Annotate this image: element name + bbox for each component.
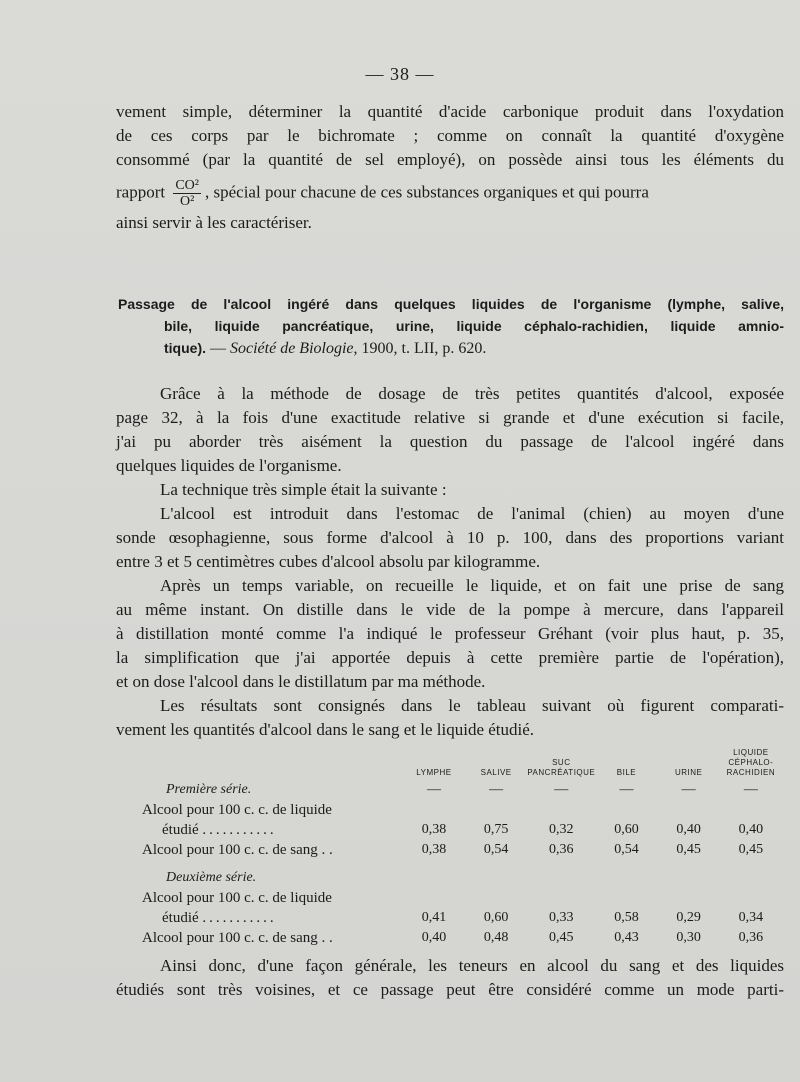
reference-details: , 1900, t. LII, p. 620. <box>353 340 487 357</box>
row-label: Alcool pour 100 c. c. de liquide <box>142 802 332 818</box>
fraction-denominator: O² <box>180 194 195 209</box>
text-line: Ainsi donc, d'une façon générale, les teneurs en alcool du sang et des liquides <box>160 956 784 975</box>
heading-line: Passage de l'alcool ingéré dans quelques liquides de l'organisme (lymphe, salive, <box>118 296 784 312</box>
header-liquide-cephalo-rachidien: LIQUIDE CÉPHALO-RACHIDIEN <box>726 748 776 777</box>
rapport-line <box>116 178 784 209</box>
table-cell: 0,43 <box>614 930 639 945</box>
text-line: vement les quantités d'alcool dans le sang et le liquide étudié. <box>116 720 535 739</box>
dash: — <box>554 782 569 797</box>
table-cell: 0,60 <box>483 910 509 925</box>
heading-line: tique). <box>164 340 206 356</box>
text-line: consommé (par la quantité de sel employé), on possède ainsi tous les éléments du <box>116 150 784 169</box>
text-line: à distillation monté comme l'a indiqué le professeur Gréhant (voir plus haut, p. 35, <box>116 624 784 643</box>
table-cell: 0,75 <box>483 822 509 837</box>
results-table <box>142 748 782 948</box>
table-cell: 0,58 <box>614 910 639 925</box>
body-text <box>116 382 784 742</box>
table-header-row <box>142 748 782 780</box>
header-suc-pancreatique: SUC PANCRÉATIQUE <box>527 758 596 777</box>
row-label: Alcool pour 100 c. c. de sang . . <box>142 930 333 946</box>
dash: — <box>681 782 696 797</box>
text-line: la simplification que j'ai apportée depuis à cette première partie de l'opération), <box>116 648 784 667</box>
table-cell: 0,36 <box>549 842 574 857</box>
table-cell: 0,34 <box>738 910 764 925</box>
header-urine: URINE <box>674 768 703 777</box>
text-line: étudiés sont très voisines, et ce passage peut être considéré comme un mode parti- <box>116 980 784 999</box>
table-cell: 0,32 <box>549 822 574 837</box>
article-heading <box>118 293 784 360</box>
table-cell: 0,45 <box>549 930 574 945</box>
table-cell: 0,41 <box>421 910 447 925</box>
co2-o2-fraction <box>173 178 201 209</box>
text-line: ainsi servir à les caractériser. <box>116 213 312 232</box>
text-line: et on dose l'alcool dans le distillatum par ma méthode. <box>116 672 486 691</box>
text-line: vement simple, déterminer la quantité d'acide carbonique produit dans l'oxydation <box>116 102 784 121</box>
table-row <box>142 820 782 840</box>
row-label: Alcool pour 100 c. c. de liquide <box>142 890 332 906</box>
reference-separator: — <box>206 340 230 357</box>
table-cell: 0,33 <box>549 910 574 925</box>
table-cell: 0,29 <box>676 910 701 925</box>
table-row <box>142 888 782 908</box>
table-cell: 0,45 <box>676 842 701 857</box>
table-cell: 0,40 <box>421 930 447 945</box>
heading-line: bile, liquide pancréatique, urine, liquide céphalo-rachidien, liquide amnio- <box>164 318 784 334</box>
series-title: Première série. <box>166 782 252 797</box>
table-cell: 0,30 <box>676 930 701 945</box>
row-label: étudié ........... <box>162 822 277 838</box>
table-cell: 0,40 <box>676 822 701 837</box>
table-cell: 0,54 <box>483 842 509 857</box>
row-label: Alcool pour 100 c. c. de sang . . <box>142 842 333 858</box>
rapport-continuation: , spécial pour chacune de ces substances organiques et qui pourra <box>205 182 649 202</box>
dash: — <box>426 782 441 797</box>
dash: — <box>489 782 504 797</box>
table-cell: 0,54 <box>614 842 639 857</box>
journal-name: Société de Biologie <box>230 340 354 357</box>
table-cell: 0,40 <box>738 822 764 837</box>
row-label: étudié ........... <box>162 910 277 926</box>
text-line: page 32, à la fois d'une exactitude relative si grande et d'une exécution si facile, <box>116 408 784 427</box>
table-row <box>142 840 782 860</box>
table-row <box>142 928 782 948</box>
table-cell: 0,36 <box>738 930 764 945</box>
header-bile: BILE <box>616 768 637 777</box>
text-line: quelques liquides de l'organisme. <box>116 456 342 475</box>
dash: — <box>743 782 758 797</box>
text-line: sonde œsophagienne, sous forme d'alcool à 10 p. 100, dans des proportions variant <box>116 528 784 547</box>
dash: — <box>619 782 634 797</box>
table-cell: 0,38 <box>421 822 447 837</box>
text-line: L'alcool est introduit dans l'estomac de l'animal (chien) au moyen d'une <box>160 504 784 523</box>
text-line: au même instant. On distille dans le vide de la pompe à mercure, dans l'appareil <box>116 600 784 619</box>
intro-paragraph <box>116 100 784 235</box>
text-line: de ces corps par le bichromate ; comme on connaît la quantité d'oxygène <box>116 126 784 145</box>
fraction-numerator: CO² <box>175 178 199 193</box>
text-line: j'ai pu aborder très aisément la question du passage de l'alcool ingéré dans <box>116 432 784 451</box>
conclusion-paragraph <box>116 954 784 1002</box>
table-row <box>142 908 782 928</box>
header-salive: SALIVE <box>480 768 512 777</box>
text-line: Grâce à la méthode de dosage de très petites quantités d'alcool, exposée <box>160 384 784 403</box>
header-lymphe: LYMPHE <box>416 768 452 777</box>
table-cell: 0,38 <box>421 842 447 857</box>
table-row <box>142 800 782 820</box>
series-title: Deuxième série. <box>166 870 257 885</box>
rapport-word: rapport <box>116 182 166 202</box>
series-title-row <box>142 780 782 800</box>
table-cell: 0,60 <box>614 822 639 837</box>
table-cell: 0,45 <box>738 842 764 857</box>
text-line: entre 3 et 5 centimètres cubes d'alcool absolu par kilogramme. <box>116 552 541 571</box>
text-line: Les résultats sont consignés dans le tableau suivant où figurent comparati- <box>160 696 784 715</box>
text-line: Après un temps variable, on recueille le liquide, et on fait une prise de sang <box>160 576 784 595</box>
page-number: — 38 — <box>365 64 435 84</box>
table-cell: 0,48 <box>483 930 509 945</box>
series-title-row <box>142 868 782 888</box>
text-line: La technique très simple était la suivante : <box>160 480 447 499</box>
